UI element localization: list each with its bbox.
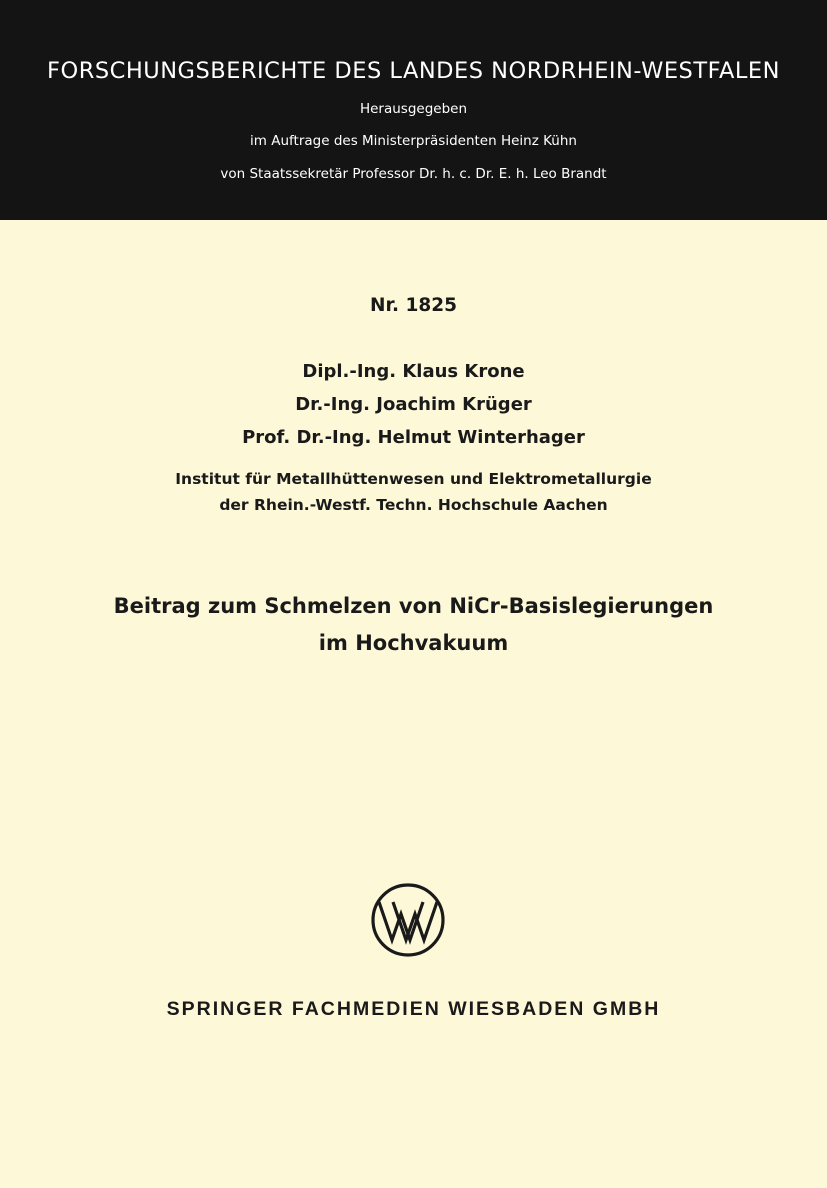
header-editor-name-line: von Staatssekretär Professor Dr. h. c. Dr. E. h. Leo Brandt — [220, 166, 607, 182]
author-2: Dr.-Ing. Joachim Krüger — [295, 394, 532, 415]
author-1: Dipl.-Ing. Klaus Krone — [302, 361, 525, 382]
header-commission-line: im Auftrage des Ministerpräsidenten Heinz Kühn — [250, 133, 577, 149]
series-title: FORSCHUNGSBERICHTE DES LANDES NORDRHEIN-WESTFALEN — [47, 58, 780, 84]
report-number: Nr. 1825 — [370, 295, 457, 316]
institute-line-2: der Rhein.-Westf. Techn. Hochschule Aachen — [219, 496, 608, 514]
header-editor-line: Herausgegeben — [359, 101, 468, 117]
book-title-line-1: Beitrag zum Schmelzen von NiCr-Basislegierungen — [113, 594, 714, 618]
publisher-logo-icon — [370, 882, 446, 958]
book-title-line-2: im Hochvakuum — [318, 631, 509, 655]
header-band — [0, 0, 827, 220]
author-3: Prof. Dr.-Ing. Helmut Winterhager — [242, 427, 585, 448]
institute-line-1: Institut für Metallhüttenwesen und Elektrometallurgie — [175, 470, 652, 488]
publisher-name: SPRINGER FACHMEDIEN WIESBADEN GMBH — [166, 998, 661, 1020]
